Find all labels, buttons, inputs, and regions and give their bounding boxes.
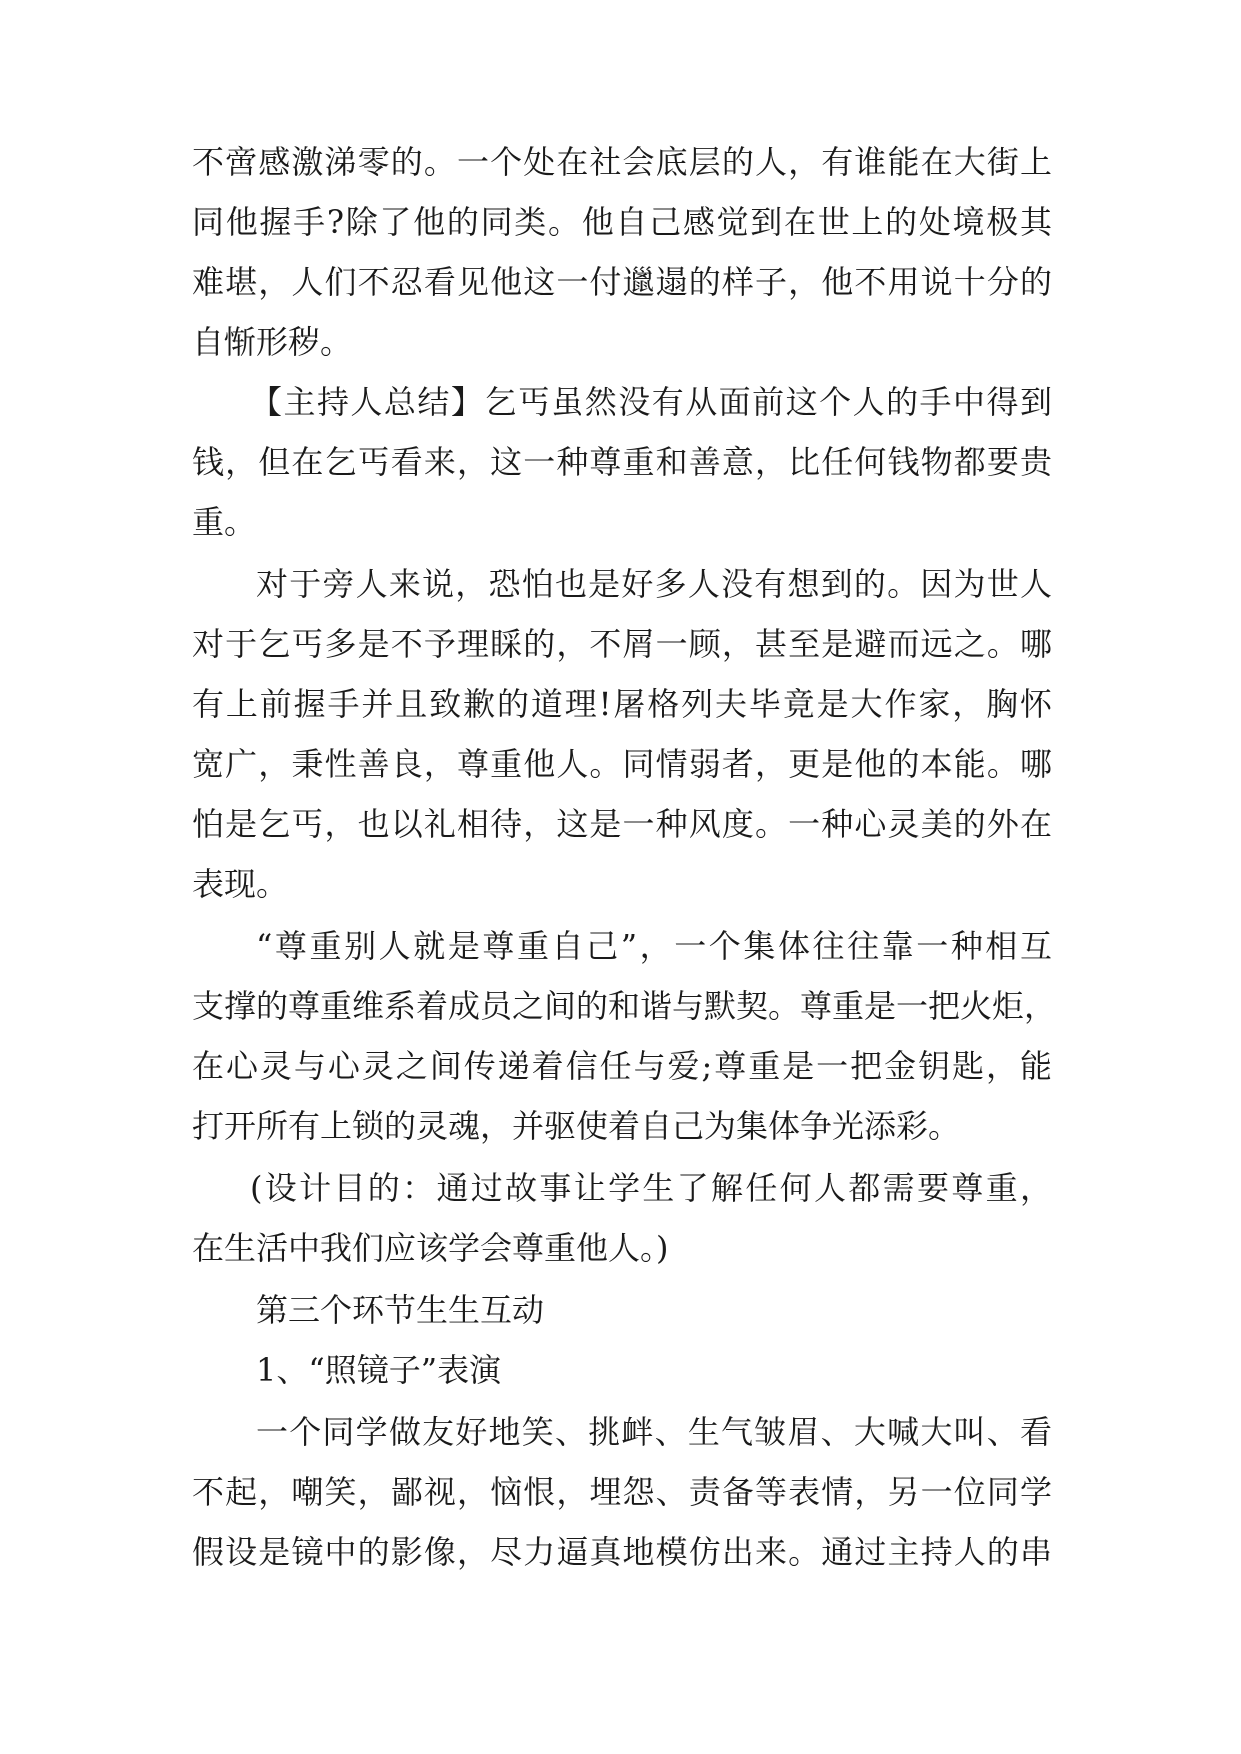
paragraph-1-line-3: 难堪，人们不忍看见他这一付邋遢的样子，他不用说十分的 xyxy=(192,263,1052,301)
paragraph-1-line-1: 不啻感激涕零的。一个处在社会底层的人，有谁能在大街上 xyxy=(192,143,1052,181)
paragraph-3-line-3: 有上前握手并且致歉的道理!屠格列夫毕竟是大作家，胸怀 xyxy=(192,685,1052,723)
paragraph-3-line-6: 表现。 xyxy=(192,865,289,903)
section-heading: 第三个环节生生互动 xyxy=(256,1291,545,1329)
paragraph-8-line-3: 假设是镜中的影像，尽力逼真地模仿出来。通过主持人的串 xyxy=(192,1533,1052,1571)
paragraph-4-line-2: 支撑的尊重维系着成员之间的和谐与默契。尊重是一把火炬， xyxy=(192,987,1057,1025)
paragraph-4-line-4: 打开所有上锁的灵魂，并驱使着自己为集体争光添彩。 xyxy=(192,1107,961,1145)
paragraph-2-line-1: 【主持人总结】乞丐虽然没有从面前这个人的手中得到 xyxy=(250,383,1052,421)
paragraph-3-line-2: 对于乞丐多是不予理睬的，不屑一顾，甚至是避而远之。哪 xyxy=(192,625,1052,663)
paragraph-1-line-4: 自惭形秽。 xyxy=(192,323,353,361)
paragraph-8-line-2: 不起，嘲笑，鄙视，恼恨，埋怨、责备等表情，另一位同学 xyxy=(192,1473,1052,1511)
paragraph-5-line-2: 在生活中我们应该学会尊重他人。) xyxy=(192,1229,669,1267)
paragraph-5-line-1: (设计目的：通过故事让学生了解任何人都需要尊重， xyxy=(250,1169,1052,1207)
paragraph-8-line-1: 一个同学做友好地笑、挑衅、生气皱眉、大喊大叫、看 xyxy=(256,1413,1052,1451)
subsection-heading: 1、“照镜子”表演 xyxy=(256,1351,502,1389)
paragraph-4-line-3: 在心灵与心灵之间传递着信任与爱;尊重是一把金钥匙，能 xyxy=(192,1047,1052,1085)
paragraph-3-line-4: 宽广，秉性善良，尊重他人。同情弱者，更是他的本能。哪 xyxy=(192,745,1052,783)
paragraph-4-line-1: “尊重别人就是尊重自己”，一个集体往往靠一种相互 xyxy=(256,927,1052,965)
paragraph-3-line-5: 怕是乞丐，也以礼相待，这是一种风度。一种心灵美的外在 xyxy=(192,805,1052,843)
paragraph-3-line-1: 对于旁人来说，恐怕也是好多人没有想到的。因为世人 xyxy=(256,565,1052,603)
paragraph-2-line-2: 钱，但在乞丐看来，这一种尊重和善意，比任何钱物都要贵 xyxy=(192,443,1052,481)
paragraph-2-line-3: 重。 xyxy=(192,503,257,541)
paragraph-1-line-2: 同他握手?除了他的同类。他自己感觉到在世上的处境极其 xyxy=(192,203,1052,241)
